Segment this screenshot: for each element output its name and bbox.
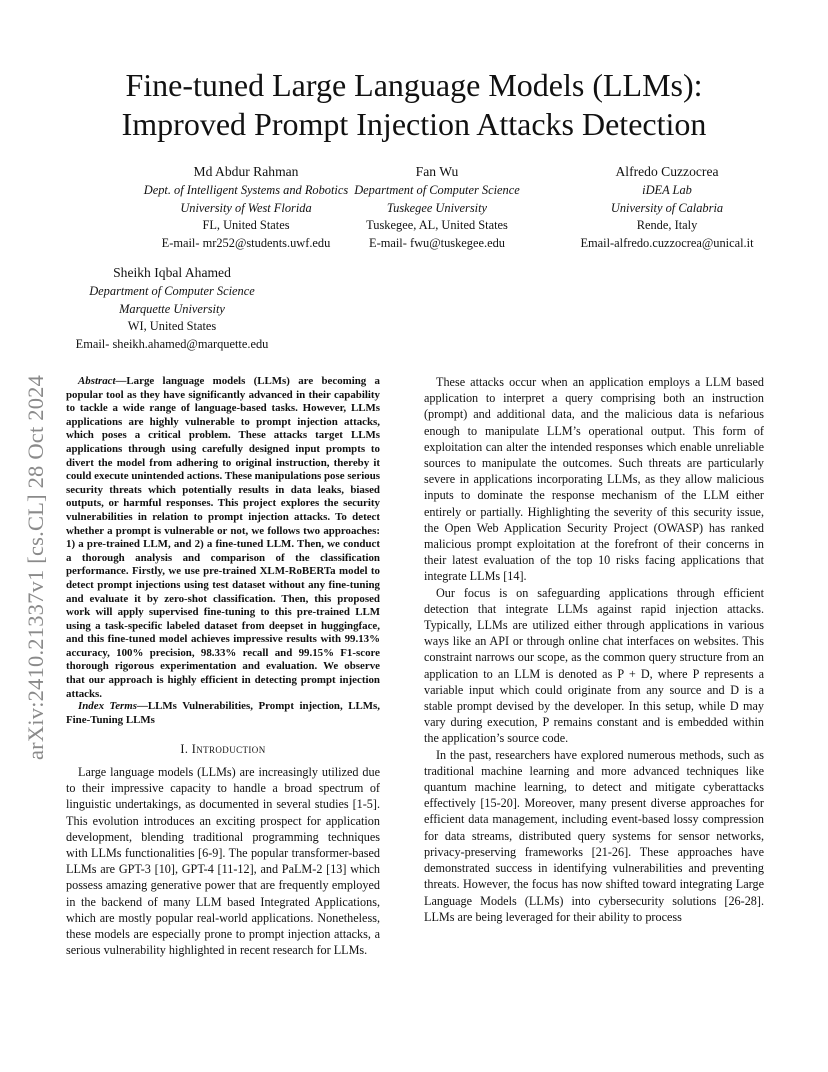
author-dept: Department of Computer Science (354, 183, 520, 197)
author-location: Tuskegee, AL, United States (366, 218, 508, 232)
paper-title (60, 66, 768, 144)
arxiv-identifier (20, 290, 52, 760)
index-terms-label: Index Terms (78, 700, 137, 712)
author-institution: University of West Florida (180, 200, 312, 215)
author-email: Email-alfredo.cuzzocrea@unical.it (580, 235, 754, 250)
body-paragraph-2: Our focus is on safeguarding applications through efficient detection that integrate LLMs against rapid injection attacks. Typically, LLMs are utilized either through applications in various ways like an API or through online chat interfaces on websites. This constraint narrows our scope, as the common query structure from an application to an LLM is denoted as P + D, where P represents a variable input which could originate from any source and D is a stable prompt devised by the developer. In this setup, while D may vary during execution, P remains constant and is embedded within the application’s source code. (424, 585, 764, 746)
author-block-2 (327, 163, 547, 252)
abstract-text: —Large language models (LLMs) are becoming a popular tool as they have significantly advanced in their capability to tackle a wide range of language-based tasks. However, LLMs applications are highly vulnerable to prompt injection attacks, which poses a critical problem. These attacks target LLMs applications through using carefully designed input prompts to divert the model from adhering to original instruction, thereby it could execute unintended actions. These manipulations pose serious security threats which potentially results in data leaks, biased outputs, or harmful responses. This project explores the security vulnerabilities in relation to prompt injection attacks. To detect whether a prompt is vulnerable or not, we follows two approaches: 1) a pre-trained LLM, and 2) a fine-tuned LLM. Then, we conduct a thorough analysis and comparison of the classification performance. Firstly, we use pre-trained XLM-RoBERTa model to detect prompt injections using test dataset without any fine-tuning and evaluate it by zero-shot classification. Then, this proposed work will apply supervised fine-tuning to this pre-trained LLM using a task-specific labeled dataset from deepset in huggingface, and this fine-tuned model achieves impressive results with 99.13% accuracy, 100% precision, 98.33% recall and 99.15% F1-score thorough rigorous experimentation and evaluation. We observe that our approach is highly efficient in detecting prompt injection attacks. (66, 375, 380, 700)
body-paragraph-3: In the past, researchers have explored numerous methods, such as traditional machine learning and more advanced techniques like quantum machine learning, to detect and mitigate cyberattacks effectively [15-20]. Moreover, many present diverse approaches for efficient data management, including event-based lossy compression for data streams, distributed query systems for sensor networks, privacy-preserving frameworks [21-26]. These approaches have demonstrated success in identifying vulnerabilities and preventing threats. However, the focus has now shifted toward integrating Large Language Models (LLMs) into cybersecurity solutions [26-28]. LLMs are being leveraged for their ability to process (424, 747, 764, 924)
author-institution: University of Calabria (610, 200, 724, 215)
abstract-label: Abstract (78, 375, 116, 387)
abstract (66, 375, 380, 701)
author-email: E-mail- fwu@tuskegee.edu (369, 235, 505, 250)
title-line-1: Fine-tuned Large Language Models (LLMs): (125, 67, 703, 103)
author-name: Sheikh Iqbal Ahamed (113, 265, 231, 280)
right-column-body (424, 374, 764, 925)
section-heading-introduction: I. Introduction (180, 742, 266, 756)
author-block-3 (562, 163, 772, 252)
index-terms-text: —LLMs Vulnerabilities, Prompt injection, LLMs, Fine-Tuning LLMs (66, 700, 380, 726)
introduction-body (66, 764, 380, 958)
author-email: E-mail- mr252@students.uwf.edu (161, 235, 331, 250)
author-institution: Marquette University (119, 301, 225, 316)
author-location: WI, United States (127, 319, 217, 333)
intro-paragraph: Large language models (LLMs) are increasingly utilized due to their impressive capacity to handle a broad spectrum of linguistic undertakings, as documented in several studies [1-5]. This evolution introduces an exciting prospect for application development, blending traditional programming techniques with LLMs functionalities [6-9]. The popular transformer-based LLMs are GPT-3 [10], GPT-4 [11-12], and PaLM-2 [13] which possess amazing generative power that are frequently employed in the backend of many LLM based Integrated Applications, which are mostly popular real-world applications. Nonetheless, these models are especially prone to prompt injection attacks, a serious vulnerability highlighted in recent research for LLMs. (66, 765, 380, 958)
author-location: FL, United States (202, 218, 290, 232)
title-line-2: Improved Prompt Injection Attacks Detection (121, 106, 707, 142)
author-name: Md Abdur Rahman (193, 164, 299, 179)
author-dept: Dept. of Intelligent Systems and Robotics (143, 183, 349, 197)
author-dept: iDEA Lab (642, 183, 692, 197)
author-location: Rende, Italy (636, 218, 698, 232)
arxiv-identifier-text: arXiv:2410.21337v1 [cs.CL] 28 Oct 2024 (23, 374, 48, 760)
author-name: Fan Wu (415, 164, 459, 179)
author-institution: Tuskegee University (386, 200, 488, 215)
author-email: Email- sheikh.ahamed@marquette.edu (75, 336, 269, 351)
index-terms (66, 700, 380, 727)
author-dept: Department of Computer Science (89, 284, 255, 298)
author-block-4 (62, 264, 282, 353)
body-paragraph-1: These attacks occur when an application employs a LLM based application to interpret a query comprising both an instruction (prompt) and additional data, and the malicious data is nefarious enough to manipulate LLM’s operational output. This form of exploitation can alter the intended responses which enable unreliable sources to manipulate the outcomes. Such threats are particularly severe in applications incorporating LLMs, as they allow malicious inputs to dominate the response mechanism of the LLM either entirely or partially. Highlighting the severity of this security issue, the Open Web Application Security Project (OWASP) has ranked malicious prompt exploitation at the forefront of their concerns in their latest evaluation of the top 10 risks facing applications that integrate LLMs [14]. (424, 375, 764, 584)
author-name: Alfredo Cuzzocrea (615, 164, 719, 179)
